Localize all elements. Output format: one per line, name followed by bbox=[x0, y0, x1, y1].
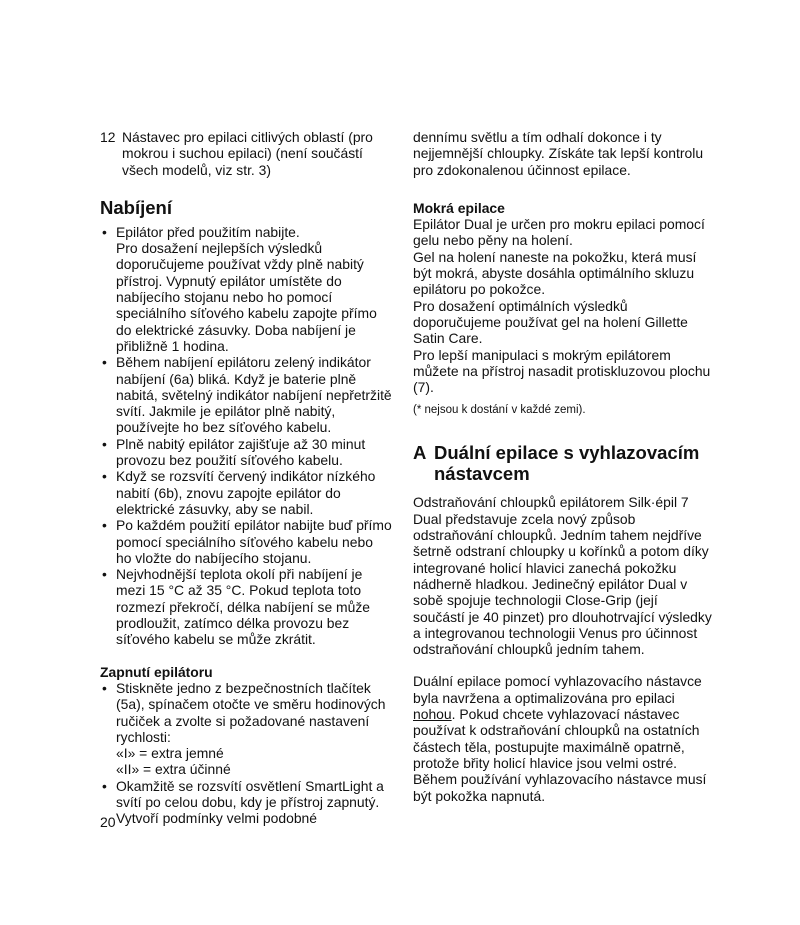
list-item bbox=[100, 224, 392, 354]
bullet-text: Pro dosažení nejlepších výsledků doporučujeme používat vždy plně nabitý přístroj. Vypnutý epilátor umístěte do nabíjecího stojanu nebo ho pomocí speciálního síťového kabelu zapojte přímo do elektrické zásuvky. Doba nabíjení je přibližně 1 hodina. bbox=[116, 240, 377, 354]
paragraph-part: Duální epilace pomocí vyhlazovacího nástavce byla navržena a optimalizována pro epilaci bbox=[413, 673, 702, 706]
underlined-word: nohou bbox=[413, 706, 452, 723]
nabijeni-list bbox=[100, 224, 392, 648]
section-heading-mokra-epilace: Mokrá epilace bbox=[413, 199, 505, 216]
paragraph: Pro dosažení optimálních výsledků doporučujeme používat gel na holení Gillette Satin Care. bbox=[413, 297, 688, 347]
bullet-text: • Stiskněte jedno z bezpečnostních tlačítek (5a), spínačem otočte ve směru hodinových ručiček a zvolte si požadované nastavení rychlosti: bbox=[116, 679, 386, 745]
section-heading-a bbox=[413, 442, 713, 484]
item-number: 12 bbox=[100, 129, 116, 145]
numbered-item-12 bbox=[100, 129, 392, 178]
paragraph: Epilátor Dual je určen pro mokru epilaci pomocí gelu nebo pěny na holení. bbox=[413, 216, 705, 249]
speed-option-1: «I» = extra jemné bbox=[116, 745, 224, 762]
continued-paragraph: dennímu světlu a tím odhalí dokonce i ty nejjemnější chloupky. Získáte tak lepší kontrolu pro zdokonalenou účinnost epilace. bbox=[413, 129, 704, 178]
item-text: Nástavec pro epilaci citlivých oblastí (pro mokrou i suchou epilaci) (není součástí všech modelů, viz str. 3) bbox=[122, 129, 373, 178]
list-item: • Když se rozsvítí červený indikátor nízkého nabití (6b), znovu zapojte epilátor do elektrické zásuvky, aby se nabil. bbox=[100, 468, 392, 517]
paragraph: Odstraňování chloupků epilátorem Silk·épil 7 Dual představuje zcela nový způsob odstraňování chloupků. Jedním tahem nejdříve šetrně odstraní chloupky u kořínků a potom díky integrované holicí hlavici zanechá pokožku nádherně hladkou. Jedinečný epilátor Dual v sobě spojuje technologii Close-Grip (její součástí je 40 pinzet) pro dlouhotrvající výsledky a integrovanou technologii Venus pro účinnost odstraňování chloupků jedním tahem. bbox=[413, 494, 712, 658]
paragraph: Pro lepší manipulaci s mokrým epilátorem můžete na přístroj nasadit protiskluzovou plochu (7). bbox=[413, 346, 711, 396]
zapnuti-list bbox=[100, 680, 392, 827]
paragraph bbox=[413, 673, 713, 803]
page-number: 20 bbox=[100, 814, 116, 830]
paragraph-part: . Pokud chcete vyhlazovací nástavec používat k odstraňování chloupků na ostatních částech těla, postupujte maximálně opatrně, protože břity holicí hlavice jsou velmi ostré. Během používání vyhlazovacího nástavce musí být pokožka napnutá. bbox=[413, 706, 707, 804]
list-item: • Plně nabitý epilátor zajišťuje až 30 minut provozu bez použití síťového kabelu. bbox=[100, 436, 392, 469]
right-column bbox=[413, 129, 713, 804]
list-item: • Po každém použití epilátor nabijte buď přímo pomocí speciálního síťového kabelu nebo ho vložte do nabíjecího stojanu. bbox=[100, 517, 392, 566]
speed-option-2: «II» = extra účinné bbox=[116, 761, 231, 778]
list-item bbox=[100, 680, 392, 778]
section-title: Duální epilace s vyhlazovacím nástavcem bbox=[434, 442, 700, 485]
section-letter: A bbox=[413, 442, 427, 464]
left-column bbox=[100, 129, 392, 827]
section-heading-nabijeni: Nabíjení bbox=[100, 196, 172, 218]
footnote: (* nejsou k dostání v každé zemi). bbox=[413, 404, 586, 417]
list-item: • Nejvhodnější teplota okolí při nabíjení je mezi 15 °C až 35 °C. Pokud teplota toto rozmezí překročí, délka nabíjení se může prodloužit, zatímco délka provozu bez síťového kabelu se může zkrátit. bbox=[100, 566, 392, 647]
list-item: • Během nabíjení epilátoru zelený indikátor nabíjení (6a) bliká. Když je baterie plně nabitá, světelný indikátor nabíjení nepřetržitě svítí. Jakmile je epilátor plně nabitý, používejte ho bez síťového kabelu. bbox=[100, 354, 392, 435]
list-item: • Okamžitě se rozsvítí osvětlení SmartLight a svítí po celou dobu, kdy je přístroj zapnutý. Vytvoří podmínky velmi podobné bbox=[100, 778, 392, 827]
paragraph: Gel na holení naneste na pokožku, která musí být mokrá, abyste dosáhla optimálního skluzu epilátoru po pokožce. bbox=[413, 248, 697, 298]
bullet-lead: • Epilátor před použitím nabijte. bbox=[116, 223, 300, 240]
section-heading-zapnuti: Zapnutí epilátoru bbox=[100, 663, 213, 680]
